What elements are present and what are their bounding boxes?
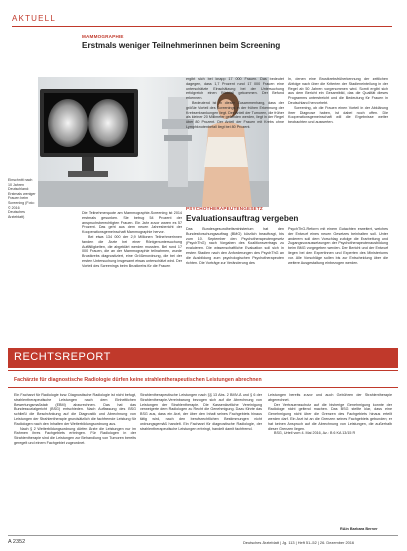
rechtsreport-column-1: [14, 393, 136, 533]
paragraph: Nach § 2 Weiterbildungsordnung dürfen Ärzte die Leistungen nur im Rahmen ihres Fachgebiets erbringen. Für Radiologen in der Strahlentherapie sind die Leistungen zur Behandlung von Tumoren bereits geregelt und einem Fachgebiet zugeordnet.: [14, 426, 136, 445]
paragraph: Screening, ob die Frauen einen Vorteil in der Abklärung ihrer Diagnose haben, ist dabei noch offen. Die Kooperationsgemeinschaft will die Ergebnisse weiter beobachten und auswerten.: [288, 105, 388, 125]
rechtsreport-title: RECHTSREPORT: [14, 351, 111, 363]
photo-caption: Einschnitt nach 10 Jahren Deutschland: Erstmals weniger Frauen beim Screening (Foto: © 2016 Deutsches Ärzteblatt): [8, 178, 36, 219]
section-label: AKTUELL: [12, 14, 56, 23]
rechtsreport-rule: [8, 370, 398, 371]
rechtsreport-column-3: [268, 393, 392, 527]
paragraph: BSG, Urteil vom 4. Mai 2016, Az.: B 6 KA 13/15 R: [274, 431, 356, 436]
rechtsreport-rule-bottom: [8, 387, 398, 388]
article2-kicker: PSYCHOTHERAPEUTENGESETZ: [186, 206, 263, 211]
paragraph: In, denen eine Brustkrebsfrüherkennung der zeitlichen Abfolge nach über die Kriterien der Stadieneinteilung in der Regel ab 50 Jahren vorgenommen wird. Somit ergibt sich aus dem Bericht ein Gesamtbild, das die Qualität dieses Programms unterstreicht und die Bedeutung für Frauen in Deutschland hervorhebt.: [288, 77, 388, 105]
journal-citation: Deutsches Ärzteblatt | Jg. 113 | Heft 51–52 | 26. Dezember 2016: [243, 540, 355, 545]
article2-headline[interactable]: Evaluationsauftrag vergeben: [186, 214, 299, 223]
paragraph: PsychThG-Reform mit einem Gutachten erweitert, welches der Entwurf eines neuen Gesetzes beinhalten soll. Unter anderem soll dem Vorschlag zufolge die Erarbeitung und Zugangsvoraussetzungen der Psychotherapeutenausbildung beim BMG vorgegeben werden. Der Bericht und der Entwurf liegen bei den Expertinnen und Experten des Ministeriums vor. Alle Vorschläge sollen bis zur Entscheidung über die weitere Ausgestaltung einbezogen werden.: [288, 227, 388, 265]
paragraph: Das Bundesgesundheitsministerium hat den Bundesforschungsauftrag (BMG) kürzlich beauftragt, bis zum 10. September den Psychotherapeutengesetz (PsychThG) nach Vorgaben des Koalitionsvertrags zu evaluieren. Die wissenschaftliche Evaluation soll sich in ersten Stadien nach den Anforderungen des PsychThG an die Ausbildung zum psychologischen Psychotherapeuten richten. Die Vorträge zur Veränderung des: [186, 227, 284, 265]
article2-column-1: [186, 227, 284, 339]
paragraph: Der Vertrauensschutz auf die bisherige Genehmigung konnte der Radiologe nicht geltend machen. Das BSG stellte klar, dass eine Genehmigung nicht über die Grenzen des Fachgebiets hinaus erteilt werden darf. Ein Arzt ist an die Grenzen seines Fachgebiets gebunden; er hat keinen Anspruch auf die Abrechnung von Leistungen, die außerhalb dieser Grenzen liegen.: [268, 402, 392, 431]
article-kicker: MAMMOGRAPHIE: [82, 34, 124, 39]
section-rule: [12, 26, 392, 27]
author-byline: RAin Barbara Berner: [340, 527, 378, 531]
paragraph: ergibt sich bei knapp 17 000 Frauen. Das bedeutet dagegen, dass 1,7 Prozent rund 17 000 Frauen eine unterschätzte Einschätzung bei der Untersuchung erfolgreich einen Rückfall gekommen. Der Befund erkennen.: [186, 77, 284, 101]
article1-column-3: [288, 77, 388, 169]
page-number: A 2352: [8, 539, 26, 545]
article-headline[interactable]: Erstmals weniger Teilnehmerinnen beim Screening: [82, 41, 281, 50]
paragraph: Strahlentherapeutische Leistungen nach §§ 13 Abs. 2 BMV-Ä und § 6 der Strahlentherapie-Vereinbarung bezogen sich auf die Abrechnung von Leistungen der Strahlentherapie. Die Kassenärztliche Vereinigung verweigerte dem Radiologen zu Recht die Genehmigung. Dazu führte das BSG aus, dass ein Arzt, der über den Inhalt seines Fachgebiets hinaus tätig wird, nach den berufsrechtlichen Bestimmungen nicht ordnungsgemäß handelt. Ein Facharzt für diagnostische Radiologie, der strahlentherapeutische Leistungen erbringt, handelt damit fachfremd.: [140, 393, 262, 431]
paragraph: Die Teilnehmerquote am Mammographie-Screening ist 2014 erstmals gesunken. Sie betrug 54 Prozent der anspruchsberechtigten Frauen. Ein Jahr zuvor waren es 57 Prozent. Das geht aus dem neuen Jahresbericht der Kooperationsgemeinschaft Mammographie hervor.: [82, 211, 182, 235]
article1-column-2: [186, 77, 284, 169]
paragraph: Ein Facharzt für Radiologie bzw. Diagnostische Radiologie ist nicht befugt, strahlentherapeutische Leistungen nach dem Einheitlichen Bewertungsmaßstab (EBM) abzurechnen. Das hat das Bundessozialgericht (BSG) entschieden. Nach Auffassung des BSG schließt die Beschränkung auf die Diagnostik und Abrechnung von Leistungen der Strahlentherapie grundsätzlich die fachfremde Leistung für Radiologen nach den Inhalten der Weiterbildungsordnung aus.: [14, 393, 136, 426]
article2-column-2: [288, 227, 388, 339]
rechtsreport-headline[interactable]: Fachärzte für diagnostische Radiologie dürfen keine strahlentherapeutischen Leistungen abrechnen: [14, 377, 262, 383]
footer-rule: [8, 535, 398, 536]
article1-column-1: [82, 211, 182, 353]
paragraph: Bei etwa 134 000 der 2,9 Millionen Teilnehmerinnen fanden die Ärzte bei einer Röntgenuntersuchung Auffälligkeiten, die abgeklärt werden mussten. Bei rund 17 000 Frauen, die an der Mammographie teilnahmen, wurde Brustkrebs diagnostiziert, eine Größenordnung, die bei der ersten Untersuchung insgesamt etwas unterschätzt wird. Der Vorteil des Screenings beim Brustkrebs für die Frauen: [82, 234, 182, 268]
paragraph: Leistungen bereits zuvor und auch Gebühren der Strahlentherapie abgerechnet.: [268, 393, 392, 402]
rechtsreport-column-2: [140, 393, 262, 533]
paragraph: Bedeutend ist in dieser Zusammenhang, dass der größte Vorteil des Screenings in der frühen Erkennung der Krebserkrankungen liegt. Der Anteil der Tumoren, die früher als kleiner 20 Millimeter gefunden werden, liegt in der Regel über 80 Prozent. Der Anteil der Frauen mit Krebs ohne Lymphknotenbefall liegt bei 80 Prozent.: [186, 100, 284, 129]
